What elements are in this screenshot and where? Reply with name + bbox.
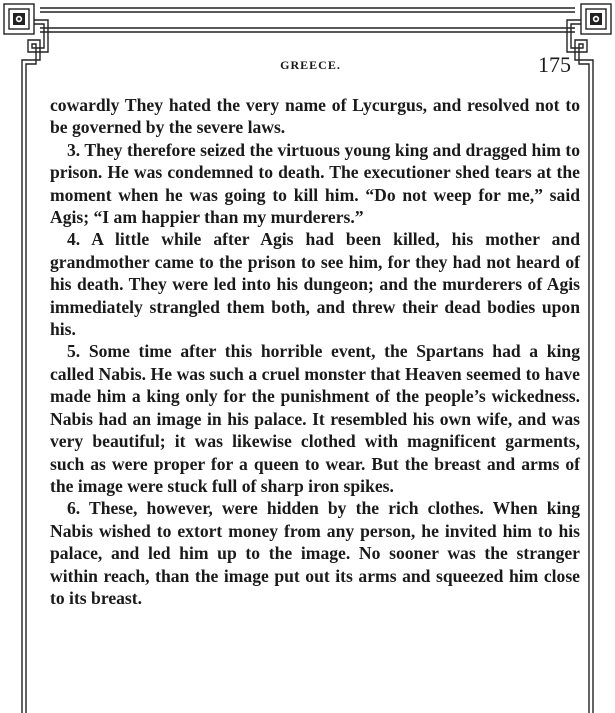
paragraph-4: 4. A little while after Agis had been killed, his mother and grandmother came to the prison to see him, for they had not heard of his death. They were led into his dungeon; and the murderers of Agis immediately strangled them both, and threw their dead bodies upon his. — [50, 229, 580, 340]
page-header — [44, 52, 577, 82]
paragraph-5: 5. Some time after this horrible event, the Spartans had a king called Nabis. He was such a cruel monster that Heaven seemed to have made him a king only for the punishment of the people’s wickedness. Nabis had an image in his palace. It resembled his own wife, and was very beautiful; it was likewise clothed with magnificent garments, such as were proper for a queen to wear. But the breast and arms of the image were stuck full of sharp iron spikes. — [50, 341, 580, 496]
paragraph-6: 6. These, however, were hidden by the rich clothes. When king Nabis wished to extort money from any person, he invited him to his palace, and led him up to the image. No sooner was the stranger within reach, than the image put out its arms and squeezed him close to its breast. — [50, 498, 580, 608]
running-head: GREECE. — [280, 58, 341, 72]
paragraph-continued: cowardly They hated the very name of Lycurgus, and resolved not to be governed by the severe laws. — [50, 95, 580, 138]
body-text — [50, 94, 580, 609]
paragraph-3: 3. They therefore seized the virtuous young king and dragged him to prison. He was condemned to death. The executioner shed tears at the moment when he was going to kill him. “Do not weep for me,” said Agis; “I am happier than my murderers.” — [50, 139, 580, 228]
page-number: 175 — [538, 52, 571, 77]
